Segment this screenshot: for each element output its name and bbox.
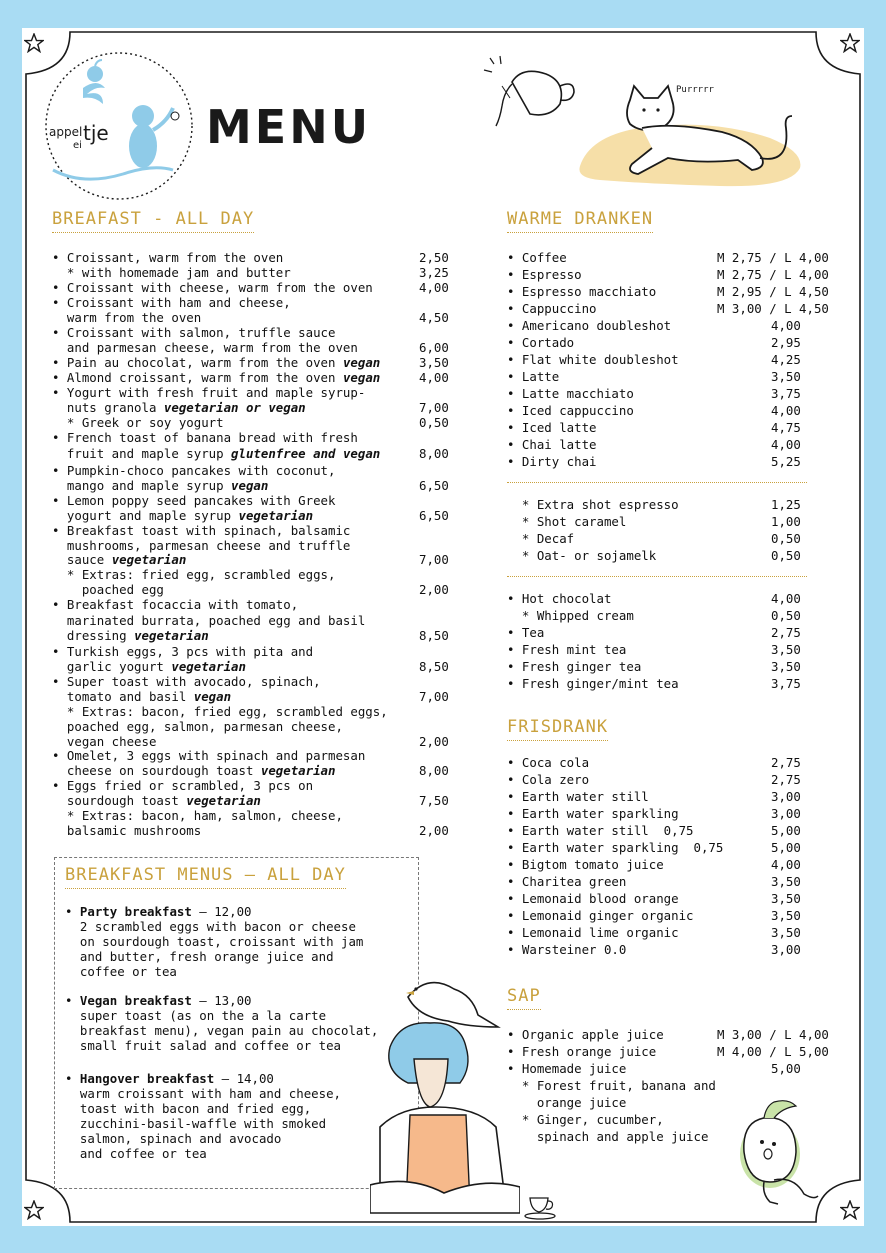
breakfast-item — [52, 734, 156, 749]
frisdrank-item — [507, 823, 694, 838]
item-text: • Croissant with cheese, warm from the oven — [52, 280, 373, 295]
breakfast-menus-list — [65, 904, 410, 1164]
item-text: orange juice — [507, 1095, 627, 1110]
item-price: 6,50 — [419, 508, 449, 523]
item-text: tomato and basil — [52, 689, 194, 704]
breakfast-item — [52, 340, 358, 355]
breakfast-item — [52, 478, 268, 493]
item-text: sauce — [52, 552, 112, 567]
breakfast-item — [52, 597, 298, 612]
item-price: 4,00 — [419, 280, 449, 295]
item-price: 3,25 — [419, 265, 449, 280]
item-text: * Decaf — [507, 531, 575, 546]
sap-item — [507, 1078, 716, 1093]
breakfast-item — [52, 628, 209, 643]
item-price: 4,00 — [771, 857, 801, 872]
item-text: spinach and apple juice — [507, 1129, 709, 1144]
item-text: • Earth water sparkling 0,75 — [507, 840, 724, 855]
breakfast-menu-item — [65, 964, 177, 979]
item-text: salmon, spinach and avocado — [65, 1131, 282, 1146]
warme-dranken-item — [507, 250, 567, 265]
item-price: 2,75 — [771, 755, 801, 770]
breakfast-item — [52, 265, 291, 280]
item-price: 2,00 — [419, 734, 449, 749]
item-text: • Iced cappuccino — [507, 403, 634, 418]
item-text: on sourdough toast, croissant with jam — [65, 934, 364, 949]
menu-name: Vegan breakfast — [79, 993, 192, 1008]
breakfast-list — [52, 250, 454, 840]
item-text: • Pumpkin-choco pancakes with coconut, — [52, 463, 336, 478]
warme-dranken-item — [507, 659, 641, 674]
item-price: 8,00 — [419, 763, 449, 778]
breakfast-item — [52, 355, 380, 370]
breakfast-item — [52, 250, 283, 265]
item-text: • Super toast with avocado, spinach, — [52, 674, 321, 689]
breakfast-menu-item — [65, 1038, 341, 1053]
breakfast-menu-item — [65, 1008, 326, 1023]
item-price: 7,00 — [419, 689, 449, 704]
sap-title: SAP — [507, 987, 541, 1010]
frisdrank-item — [507, 755, 589, 770]
breakfast-menu-item — [65, 1101, 311, 1116]
item-text: • Cola zero — [507, 772, 590, 787]
frisdrank-item — [507, 925, 679, 940]
sap-item — [507, 1129, 708, 1144]
page-title: MENU — [206, 100, 372, 154]
breakfast-menu-item — [65, 1146, 207, 1161]
frisdrank-item — [507, 908, 694, 923]
breakfast-menu-item — [65, 949, 334, 964]
item-text: * Extras: fried egg, scrambled eggs, — [52, 567, 336, 582]
spilled-cup-illustration — [482, 52, 578, 138]
item-text: • Bigtom tomato juice — [507, 857, 664, 872]
warme-dranken-item — [507, 335, 574, 350]
breakfast-menu-item — [65, 934, 363, 949]
breakfast-item — [52, 613, 365, 628]
item-price: 3,50 — [771, 642, 801, 657]
item-text: • Warsteiner 0.0 — [507, 942, 627, 957]
frisdrank-list — [507, 755, 847, 965]
item-price: 0,50 — [771, 531, 801, 546]
item-text: • Lemon poppy seed pancakes with Greek — [52, 493, 336, 508]
item-text: • Latte macchiato — [507, 386, 634, 401]
warme-dranken-item — [507, 318, 671, 333]
item-text: * Extras: bacon, fried egg, scrambled eggs, — [52, 704, 388, 719]
warme-dranken-item — [507, 420, 597, 435]
item-text: • Chai latte — [507, 437, 597, 452]
warme-dranken-item — [507, 548, 656, 563]
breakfast-item — [52, 446, 380, 461]
item-price: 8,50 — [419, 659, 449, 674]
item-text: toast with bacon and fried egg, — [65, 1101, 312, 1116]
item-text: • French toast of banana bread with fresh — [52, 430, 358, 445]
item-price: 3,50 — [771, 891, 801, 906]
warme-dranken-item — [507, 437, 597, 452]
item-price: 1,00 — [771, 514, 801, 529]
item-price: 3,50 — [419, 355, 449, 370]
item-price: 6,50 — [419, 478, 449, 493]
breakfast-menu-item — [65, 1131, 281, 1146]
frisdrank-item — [507, 942, 626, 957]
item-text: • Cortado — [507, 335, 575, 350]
breakfast-item — [52, 644, 313, 659]
item-text: • Americano doubleshot — [507, 318, 672, 333]
diet-tag: vegetarian — [186, 793, 261, 808]
breakfast-item — [52, 538, 350, 553]
item-text: • Turkish eggs, 3 pcs with pita and — [52, 644, 314, 659]
item-price: 3,50 — [771, 874, 801, 889]
item-text: garlic yogurt — [52, 659, 172, 674]
item-text: * Whipped cream — [507, 608, 634, 623]
item-text: vegan cheese — [52, 734, 157, 749]
breakfast-item — [52, 508, 313, 523]
diet-tag: vegetarian — [238, 508, 314, 523]
star-icon — [24, 33, 44, 53]
breakfast-item — [52, 778, 313, 793]
item-text: • Organic apple juice — [507, 1027, 664, 1042]
breakfast-menu-item — [65, 993, 252, 1008]
item-text: * Forest fruit, banana and — [507, 1078, 716, 1093]
item-price: 3,00 — [771, 942, 801, 957]
diet-tag: vegetarian — [111, 552, 187, 567]
warme-dranken-item — [507, 454, 597, 469]
diet-tag: vegan — [231, 478, 269, 493]
warme-dranken-item — [507, 625, 544, 640]
breakfast-menu-item — [65, 904, 252, 919]
item-text: * Shot caramel — [507, 514, 627, 529]
breakfast-menu-item — [65, 1086, 341, 1101]
item-text: • Earth water still — [507, 789, 649, 804]
breakfast-menu-item — [65, 1023, 378, 1038]
apple-character-illustration — [734, 1098, 826, 1210]
item-price: 7,00 — [419, 552, 449, 567]
breakfast-item — [52, 689, 231, 704]
item-text: fruit and maple syrup — [52, 446, 232, 461]
item-text: • Tea — [507, 625, 545, 640]
menu-price: — 14,00 — [214, 1071, 274, 1086]
item-text: • Flat white doubleshot — [507, 352, 679, 367]
breakfast-item — [52, 400, 306, 415]
svg-text:ei: ei — [73, 140, 82, 151]
item-price: 3,75 — [771, 676, 801, 691]
item-price: 2,95 — [771, 335, 801, 350]
item-price: 3,75 — [771, 386, 801, 401]
menu-price: — 12,00 — [191, 904, 252, 919]
item-price: M 2,95 / L 4,50 — [717, 284, 829, 299]
star-icon — [24, 1200, 44, 1220]
breakfast-section-title: BREAFAST - ALL DAY — [52, 210, 254, 233]
item-text: • — [65, 1071, 80, 1086]
item-text: yogurt and maple syrup — [52, 508, 239, 523]
item-text: • Lemonaid ginger organic — [507, 908, 694, 923]
warme-dranken-item — [507, 403, 634, 418]
item-price: M 2,75 / L 4,00 — [717, 250, 829, 265]
item-text: and butter, fresh orange juice and — [65, 949, 334, 964]
breakfast-item — [52, 280, 373, 295]
menu-name: Hangover breakfast — [79, 1071, 215, 1086]
warme-dranken-item — [507, 591, 611, 606]
menu-name: Party breakfast — [79, 904, 192, 919]
item-price: 4,00 — [771, 403, 801, 418]
item-text: • Pain au chocolat, warm from the oven — [52, 355, 343, 370]
item-text: • Earth water still 0,75 — [507, 823, 694, 838]
breakfast-item — [52, 310, 201, 325]
item-text: breakfast menu), vegan pain au chocolat, — [65, 1023, 379, 1038]
breakfast-item — [52, 674, 321, 689]
item-price: 4,00 — [419, 370, 449, 385]
item-price: 2,00 — [419, 582, 449, 597]
diet-tag: vegan — [193, 689, 232, 704]
breakfast-item — [52, 719, 343, 734]
item-text: mango and maple syrup — [52, 478, 232, 493]
item-price: 2,75 — [771, 772, 801, 787]
item-text: * with homemade jam and butter — [52, 265, 291, 280]
breakfast-menu-item — [65, 1071, 274, 1086]
item-price: 2,50 — [419, 250, 449, 265]
menu-price: — 13,00 — [191, 993, 252, 1008]
breakfast-item — [52, 808, 343, 823]
diet-tag: vegetarian or vegan — [163, 400, 306, 415]
breakfast-item — [52, 552, 186, 567]
item-price: 4,00 — [771, 591, 801, 606]
item-text: sourdough toast — [52, 793, 187, 808]
item-price: 8,50 — [419, 628, 449, 643]
warme-dranken-item — [507, 497, 679, 512]
breakfast-item — [52, 763, 335, 778]
breakfast-item — [52, 493, 335, 508]
item-text: small fruit salad and coffee or tea — [65, 1038, 342, 1053]
item-price: M 3,00 / L 4,00 — [717, 1027, 829, 1042]
warme-dranken-item — [507, 531, 574, 546]
item-text: • Homemade juice — [507, 1061, 627, 1076]
item-text: • Earth water sparkling — [507, 806, 679, 821]
warme-dranken-item — [507, 642, 626, 657]
item-text: • Breakfast focaccia with tomato, — [52, 597, 299, 612]
item-text: • Croissant with ham and cheese, — [52, 295, 291, 310]
item-price: 3,50 — [771, 908, 801, 923]
breakfast-menu-item — [65, 1116, 326, 1131]
diet-tag: vegetarian — [134, 628, 209, 643]
item-price: M 3,00 / L 4,50 — [717, 301, 829, 316]
item-text: • Croissant, warm from the oven — [52, 250, 284, 265]
cat-purr-label: Purrrrr — [676, 85, 714, 95]
item-price: 5,25 — [771, 454, 801, 469]
diet-tag: vegan — [342, 370, 381, 385]
item-price: M 4,00 / L 5,00 — [717, 1044, 829, 1059]
item-text: • Latte — [507, 369, 560, 384]
item-text: • Hot chocolat — [507, 591, 612, 606]
item-text: • Croissant with salmon, truffle sauce — [52, 325, 336, 340]
breakfast-item — [52, 704, 388, 719]
item-price: 4,00 — [771, 437, 801, 452]
item-text: super toast (as on the a la carte — [65, 1008, 327, 1023]
item-text: zucchini-basil-waffle with smoked — [65, 1116, 327, 1131]
item-price: 5,00 — [771, 840, 801, 855]
breakfast-item — [52, 523, 350, 538]
warme-dranken-item — [507, 608, 634, 623]
item-price: 0,50 — [771, 608, 801, 623]
item-text: • Fresh orange juice — [507, 1044, 657, 1059]
breakfast-item — [52, 463, 335, 478]
diet-tag: glutenfree and vegan — [231, 446, 381, 461]
warme-dranken-item — [507, 352, 679, 367]
item-price: 3,00 — [771, 789, 801, 804]
item-text: • Eggs fried or scrambled, 3 pcs on — [52, 778, 314, 793]
frisdrank-title: FRISDRANK — [507, 718, 608, 741]
frisdrank-item — [507, 840, 723, 855]
breakfast-item — [52, 567, 335, 582]
breakfast-item — [52, 823, 201, 838]
item-text: • Fresh ginger tea — [507, 659, 642, 674]
item-text: 2 scrambled eggs with bacon or cheese — [65, 919, 356, 934]
item-price: 5,00 — [771, 1061, 801, 1076]
breakfast-item — [52, 659, 246, 674]
item-text: balsamic mushrooms — [52, 823, 202, 838]
item-text: • Fresh ginger/mint tea — [507, 676, 679, 691]
item-price: 8,00 — [419, 446, 449, 461]
item-text: warm from the oven — [52, 310, 202, 325]
coffee-cup-icon — [522, 1192, 558, 1222]
breakfast-item — [52, 582, 164, 597]
item-text: poached egg — [52, 582, 164, 597]
item-text: * Ginger, cucumber, — [507, 1112, 664, 1127]
warme-dranken-item — [507, 369, 559, 384]
item-text: • Fresh mint tea — [507, 642, 627, 657]
item-text: • — [65, 904, 80, 919]
item-price: 1,25 — [771, 497, 801, 512]
frisdrank-item — [507, 789, 649, 804]
sap-item — [507, 1112, 664, 1127]
diet-tag: vegetarian — [171, 659, 246, 674]
warme-dranken-item — [507, 301, 597, 316]
frisdrank-item — [507, 772, 589, 787]
warme-dranken-item — [507, 386, 634, 401]
item-price: 0,50 — [771, 548, 801, 563]
item-price: 7,50 — [419, 793, 449, 808]
item-text: • Lemonaid blood orange — [507, 891, 679, 906]
breakfast-menus-title: BREAKFAST MENUS — ALL DAY — [65, 866, 346, 889]
item-price: 6,00 — [419, 340, 449, 355]
item-text: • Coca cola — [507, 755, 590, 770]
item-text: and coffee or tea — [65, 1146, 207, 1161]
star-icon — [840, 33, 860, 53]
item-text: coffee or tea — [65, 964, 177, 979]
warme-dranken-item — [507, 676, 679, 691]
item-text: marinated burrata, poached egg and basil — [52, 613, 366, 628]
sap-item — [507, 1044, 656, 1059]
item-text: warm croissant with ham and cheese, — [65, 1086, 342, 1101]
item-text: dressing — [52, 628, 135, 643]
appeltje-eitje-logo — [43, 50, 195, 202]
frisdrank-item — [507, 806, 679, 821]
item-text: * Extra shot espresso — [507, 497, 679, 512]
item-price: 7,00 — [419, 400, 449, 415]
item-price: 4,00 — [771, 318, 801, 333]
item-text: • Dirty chai — [507, 454, 597, 469]
frisdrank-item — [507, 857, 664, 872]
frisdrank-item — [507, 874, 626, 889]
item-price: 3,00 — [771, 806, 801, 821]
svg-text:appel: appel — [49, 125, 83, 139]
breakfast-item — [52, 385, 365, 400]
item-text: mushrooms, parmesan cheese and truffle — [52, 538, 351, 553]
star-icon — [840, 1200, 860, 1220]
man-with-pigeon-illustration — [370, 975, 520, 1225]
item-price: 3,50 — [771, 659, 801, 674]
item-text: * Extras: bacon, ham, salmon, cheese, — [52, 808, 343, 823]
item-price: 0,50 — [419, 415, 449, 430]
item-text: • Espresso — [507, 267, 582, 282]
item-text: * Greek or soy yogurt — [52, 415, 224, 430]
item-text: • Espresso macchiato — [507, 284, 657, 299]
warme-dranken-item — [507, 267, 582, 282]
breakfast-item — [52, 415, 224, 430]
sap-item — [507, 1061, 626, 1076]
item-price: 3,50 — [771, 925, 801, 940]
breakfast-menu-item — [65, 919, 356, 934]
item-price: 3,50 — [771, 369, 801, 384]
item-text: cheese on sourdough toast — [52, 763, 261, 778]
item-text: • Lemonaid lime organic — [507, 925, 679, 940]
cat-illustration — [572, 80, 812, 188]
breakfast-item — [52, 325, 335, 340]
warme-dranken-title: WARME DRANKEN — [507, 210, 653, 233]
diet-tag: vegetarian — [260, 763, 336, 778]
item-price: 2,00 — [419, 823, 449, 838]
item-price: 4,50 — [419, 310, 449, 325]
breakfast-item — [52, 430, 358, 445]
item-text: • Yogurt with fresh fruit and maple syrup- — [52, 385, 366, 400]
warme-dranken-item — [507, 514, 626, 529]
frisdrank-item — [507, 891, 679, 906]
diet-tag: vegan — [342, 355, 381, 370]
item-text: • Cappuccino — [507, 301, 597, 316]
item-text: • Almond croissant, warm from the oven — [52, 370, 343, 385]
item-text: • Omelet, 3 eggs with spinach and parmesan — [52, 748, 366, 763]
sap-item — [507, 1095, 626, 1110]
item-price: 4,75 — [771, 420, 801, 435]
item-price: 2,75 — [771, 625, 801, 640]
item-text: • Breakfast toast with spinach, balsamic — [52, 523, 351, 538]
item-text: * Oat- or sojamelk — [507, 548, 657, 563]
warme-dranken-item — [507, 284, 656, 299]
breakfast-item — [52, 370, 380, 385]
item-text: • Coffee — [507, 250, 567, 265]
item-text: • — [65, 993, 80, 1008]
item-text: • Iced latte — [507, 420, 597, 435]
warme-dranken-list — [507, 250, 847, 700]
sap-item — [507, 1027, 664, 1042]
item-text: • Charitea green — [507, 874, 627, 889]
breakfast-item — [52, 793, 261, 808]
item-text: and parmesan cheese, warm from the oven — [52, 340, 358, 355]
item-price: 5,00 — [771, 823, 801, 838]
breakfast-item — [52, 295, 291, 310]
svg-text:tje: tje — [83, 121, 109, 145]
item-price: 4,25 — [771, 352, 801, 367]
item-text: nuts granola — [52, 400, 164, 415]
item-price: M 2,75 / L 4,00 — [717, 267, 829, 282]
item-text: poached egg, salmon, parmesan cheese, — [52, 719, 343, 734]
breakfast-item — [52, 748, 365, 763]
